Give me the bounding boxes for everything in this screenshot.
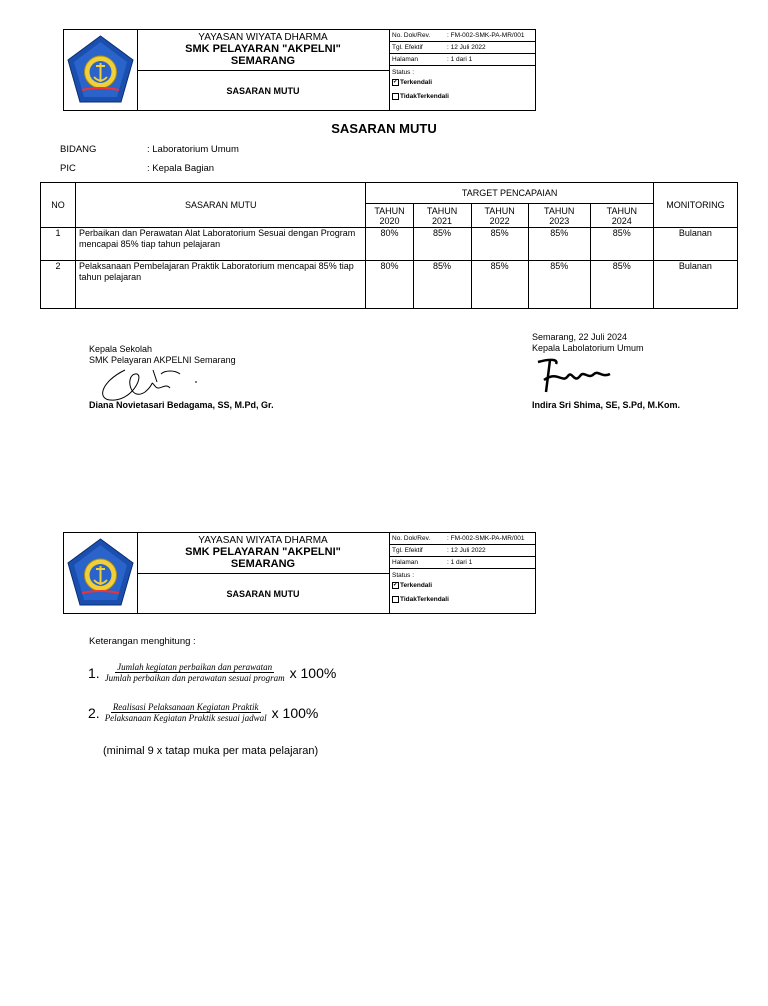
table-row [41,228,738,261]
row-target: 85% [471,228,528,261]
row-monitoring: Bulanan [653,261,737,309]
school-logo-icon [64,30,137,110]
year-header: TAHUN 2024 [590,204,653,228]
row-target: 85% [471,261,528,309]
table-row [41,261,738,309]
school-name: SMK PELAYARAN "AKPELNI" [185,43,341,55]
school-city: SEMARANG [230,55,296,67]
status-label: Status : [392,572,415,579]
year-header: TAHUN 2022 [471,204,528,228]
header-doc-title: SASARAN MUTU [226,588,300,599]
empty-box-icon [392,596,399,603]
row-target: 85% [590,261,653,309]
pic-value: : Kepala Bagian [147,163,215,174]
row-target: 85% [590,228,653,261]
notes-heading: Keterangan menghitung : [89,636,196,647]
hal-label: Halaman [392,559,419,566]
tgl-label: Tgl. Efektif [392,44,423,51]
page-title: SASARAN MUTU [331,121,437,136]
hal-value: : 1 dari 1 [447,56,473,63]
hal-value: : 1 dari 1 [447,559,473,566]
logo-cell [64,533,138,613]
header-middle [137,533,390,613]
left-sig-title2: SMK Pelayaran AKPELNI Semarang [89,355,236,365]
formula-1 [88,662,336,683]
doc-no-value: : FM-002-SMK-PA-MR/001 [447,32,525,39]
row-target: 80% [366,261,413,309]
formula-1-times: x 100% [289,664,337,681]
row-monitoring: Bulanan [653,228,737,261]
col-no-header: NO [41,183,76,228]
formula-1-numerator: Jumlah kegiatan perbaikan dan perawatan [117,662,273,672]
hal-label: Halaman [392,56,419,63]
col-sasaran-header: SASARAN MUTU [76,183,366,228]
formula-1-number: 1. [88,664,100,681]
formula-2-number: 2. [88,704,100,721]
document-header-page2 [63,532,536,614]
formula-2-fraction [103,702,269,723]
row-no: 2 [41,261,76,309]
formula-1-denominator: Jumlah perbaikan dan perawatan sesuai program [104,673,285,683]
status-label: Status : [392,69,415,76]
formula-1-fraction [103,662,287,683]
col-monitoring-header: MONITORING [653,183,737,228]
header-middle [137,30,390,110]
right-signature-icon [528,350,618,400]
logo-cell [64,30,138,110]
foundation-name: YAYASAN WIYATA DHARMA [198,32,328,43]
sasaran-table [40,182,738,309]
formula-2-times: x 100% [271,704,319,721]
row-target: 85% [528,228,590,261]
header-doc-info [389,30,535,110]
year-header: TAHUN 2020 [366,204,413,228]
minimal-note: (minimal 9 x tatap muka per mata pelajaran) [103,745,319,757]
row-target: 80% [366,228,413,261]
row-sasaran: Pelaksanaan Pembelajaran Praktik Laboratorium mencapai 85% tiap tahun pelajaran [76,261,366,309]
status-opt-tidak: TidakTerkendali [400,596,449,603]
school-city: SEMARANG [230,558,296,570]
formula-2 [88,702,318,723]
tgl-label: Tgl. Efektif [392,547,423,554]
right-sig-name: Indira Sri Shima, SE, S.Pd, M.Kom. [532,400,681,410]
formula-2-denominator: Pelaksanaan Kegiatan Praktik sesuai jadwal [104,713,267,723]
status-opt-terkendali: Terkendali [400,582,433,589]
year-header: TAHUN 2023 [528,204,590,228]
doc-no-label: No. Dok/Rev. [392,535,431,542]
tgl-value: : 12 Juli 2022 [447,547,486,554]
school-logo-icon [64,533,137,613]
status-opt-terkendali: Terkendali [400,79,433,86]
document-header [63,29,536,111]
school-name: SMK PELAYARAN "AKPELNI" [185,546,341,558]
year-header: TAHUN 2021 [413,204,471,228]
bidang-label: BIDANG [60,144,97,155]
left-sig-name: Diana Novietasari Bedagama, SS, M.Pd, Gr. [89,400,274,410]
row-target: 85% [413,261,471,309]
doc-no-value: : FM-002-SMK-PA-MR/001 [447,535,525,542]
row-target: 85% [528,261,590,309]
row-no: 1 [41,228,76,261]
tgl-value: : 12 Juli 2022 [447,44,486,51]
left-sig-title1: Kepala Sekolah [89,344,153,354]
doc-no-label: No. Dok/Rev. [392,32,431,39]
checked-box-icon: ✓ [393,78,399,85]
right-place-date: Semarang, 22 Juli 2024 [532,332,628,342]
pic-label: PIC [60,163,76,174]
row-sasaran: Perbaikan dan Perawatan Alat Laboratorium Sesuai dengan Program mencapai 85% tiap tahun pelajaran [76,228,366,261]
bidang-value: : Laboratorium Umum [147,144,239,155]
row-target: 85% [413,228,471,261]
foundation-name: YAYASAN WIYATA DHARMA [198,535,328,546]
empty-box-icon [392,93,399,100]
formula-2-numerator: Realisasi Pelaksanaan Kegiatan Praktik [112,702,259,712]
right-sig-title: Kepala Labolatorium Umum [532,343,644,353]
checked-box-icon: ✓ [393,581,399,588]
header-doc-title: SASARAN MUTU [226,85,300,96]
status-opt-tidak: TidakTerkendali [400,93,449,100]
header-doc-info [389,533,535,613]
col-target-header: TARGET PENCAPAIAN [366,183,653,204]
